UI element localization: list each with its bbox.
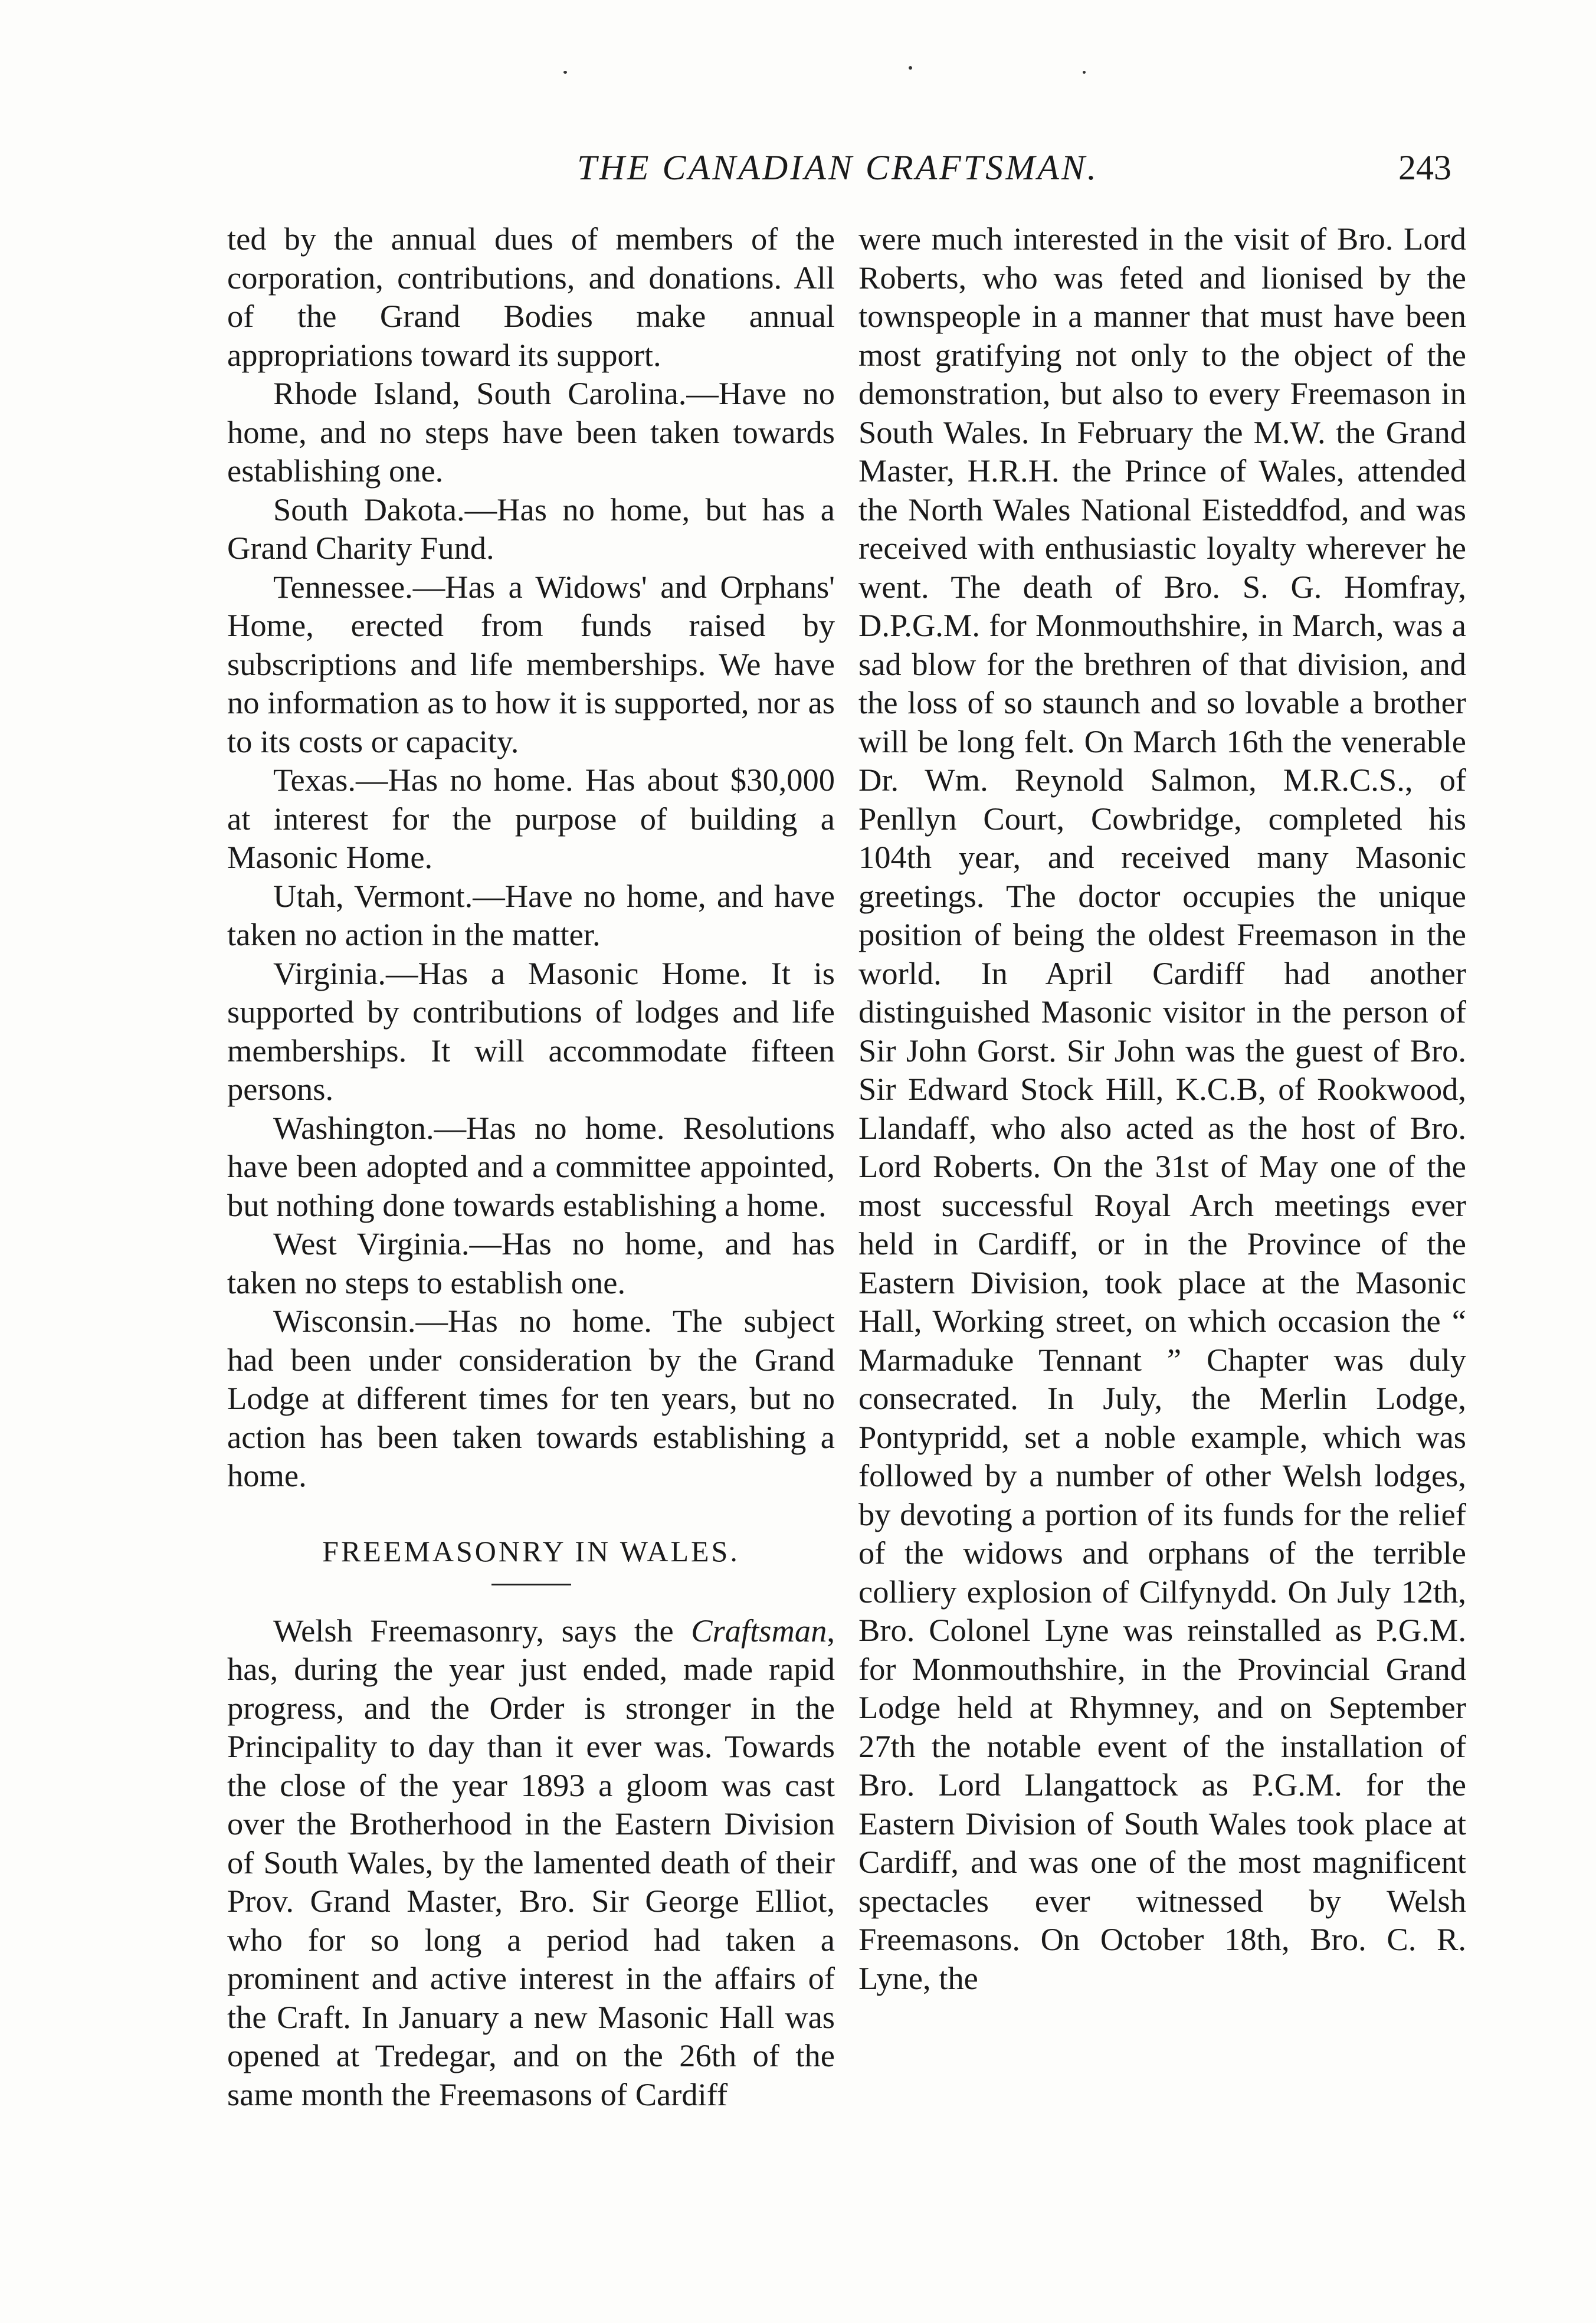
section-divider: [491, 1584, 571, 1585]
print-speck: [909, 66, 912, 70]
paragraph: Washington.—Has no home. Resolutions have been adopted and a committee appointed, but nothing done towards establishing a home.: [227, 1109, 835, 1223]
paragraph: Wisconsin.—Has no home. The subject had been under consideration by the Grand Lodge at different times for ten years, but no action has been taken towards establishing a home.: [227, 1303, 835, 1493]
paragraph: Tennessee.—Has a Widows' and Orphans' Home, erected from funds raised by subscriptions and life memberships. We have no information as to how it is supported, nor as to its costs or capacity.: [227, 568, 835, 759]
right-column: [858, 219, 1466, 1997]
journal-title: THE CANADIAN CRAFTSMAN.: [577, 148, 1099, 187]
running-head: [224, 148, 1451, 195]
intro-text-continued: , has, during the year just ended, made rapid progress, and the Order is stronger in the Principality to day than it ever was. Towards the close of the year 1893 a gloom was cast over the Brotherhood in the Eastern Division of South Wales, by the lamented death of their Prov. Grand Master, Bro. Sir George Elliot, who for so long a period had taken a prominent and active interest in the affairs of the Craft. In January a new Masonic Hall was opened at Tredegar, and on the 26th of the same month the Freemasons of Cardiff: [227, 1612, 835, 2112]
paragraph: West Virginia.—Has no home, and has taken no steps to establish one.: [227, 1226, 835, 1300]
left-column: [227, 219, 835, 2114]
print-speck: [563, 71, 567, 74]
page-number: 243: [1398, 148, 1451, 187]
paragraph: were much interested in the visit of Bro. Lord Roberts, who was feted and lionised by the townspeople in a manner that must have been most gratifying not only to the object of the demonstration, but also to every Freemason in South Wales. In February the M.W. the Grand Master, H.R.H. the Prince of Wales, attended the North Wales National Eisteddfod, and was received with enthusiastic loyalty wherever he went. The death of Bro. S. G. Homfray, D.P.G.M. for Monmouthshire, in March, was a sad blow for the brethren of that division, and the loss of so staunch and so lovable a brother will be long felt. On March 16th the venerable Dr. Wm. Reynold Salmon, M.R.C.S., of Penllyn Court, Cowbridge, completed his 104th year, and received many Masonic greetings. The doctor occupies the unique position of being the oldest Freemason in the world. In April Cardiff had another distinguished Masonic visitor in the person of Sir John Gorst. Sir John was the guest of Bro. Sir Edward Stock Hill, K.C.B, of Rookwood, Llandaff, who also acted as the host of Bro. Lord Roberts. On the 31st of May one of the most successful Royal Arch meetings ever held in Cardiff, or in the Province of the Eastern Division, took place at the Masonic Hall, Working street, on which occasion the “ Marmaduke Tennant ” Chapter was duly consecrated. In July, the Merlin Lodge, Pontypridd, set a noble example, which was followed by a number of other Welsh lodges, by devoting a portion of its funds for the relief of the widows and orphans of the terrible colliery explosion of Cilfynydd. On July 12th, Bro. Colonel Lyne was reinstalled as P.G.M. for Monmouthshire, in the Provincial Grand Lodge held at Rhymney, and on September 27th the notable event of the installation of Bro. Lord Llangattock as P.G.M. for the Eastern Division of South Wales took place at Cardiff, and was one of the most magnificent spectacles ever witnessed by Welsh Freemasons. On October 18th, Bro. C. R. Lyne, the: [858, 221, 1466, 1996]
print-speck: [1083, 71, 1086, 74]
paragraph: Virginia.—Has a Masonic Home. It is supported by contributions of lodges and life memberships. It will accommodate fifteen persons.: [227, 955, 835, 1107]
paragraph: Texas.—Has no home. Has about $30,000 at interest for the purpose of building a Masonic Home.: [227, 762, 835, 875]
intro-text: Welsh Freemasonry, says the: [273, 1612, 692, 1649]
paragraph: Rhode Island, South Carolina.—Have no home, and no steps have been taken towards establishing one.: [227, 375, 835, 489]
paragraph: South Dakota.—Has no home, but has a Grand Charity Fund.: [227, 491, 835, 566]
paragraph: Utah, Vermont.—Have no home, and have taken no action in the matter.: [227, 877, 835, 952]
paragraph: ted by the annual dues of members of the corporation, contributions, and donations. All of the Grand Bodies make annual appropriations toward its support.: [227, 221, 835, 373]
publication-name: Craftsman: [691, 1612, 827, 1649]
section-heading: FREEMASONRY IN WALES.: [322, 1534, 740, 1568]
paragraph: [227, 1611, 835, 2114]
